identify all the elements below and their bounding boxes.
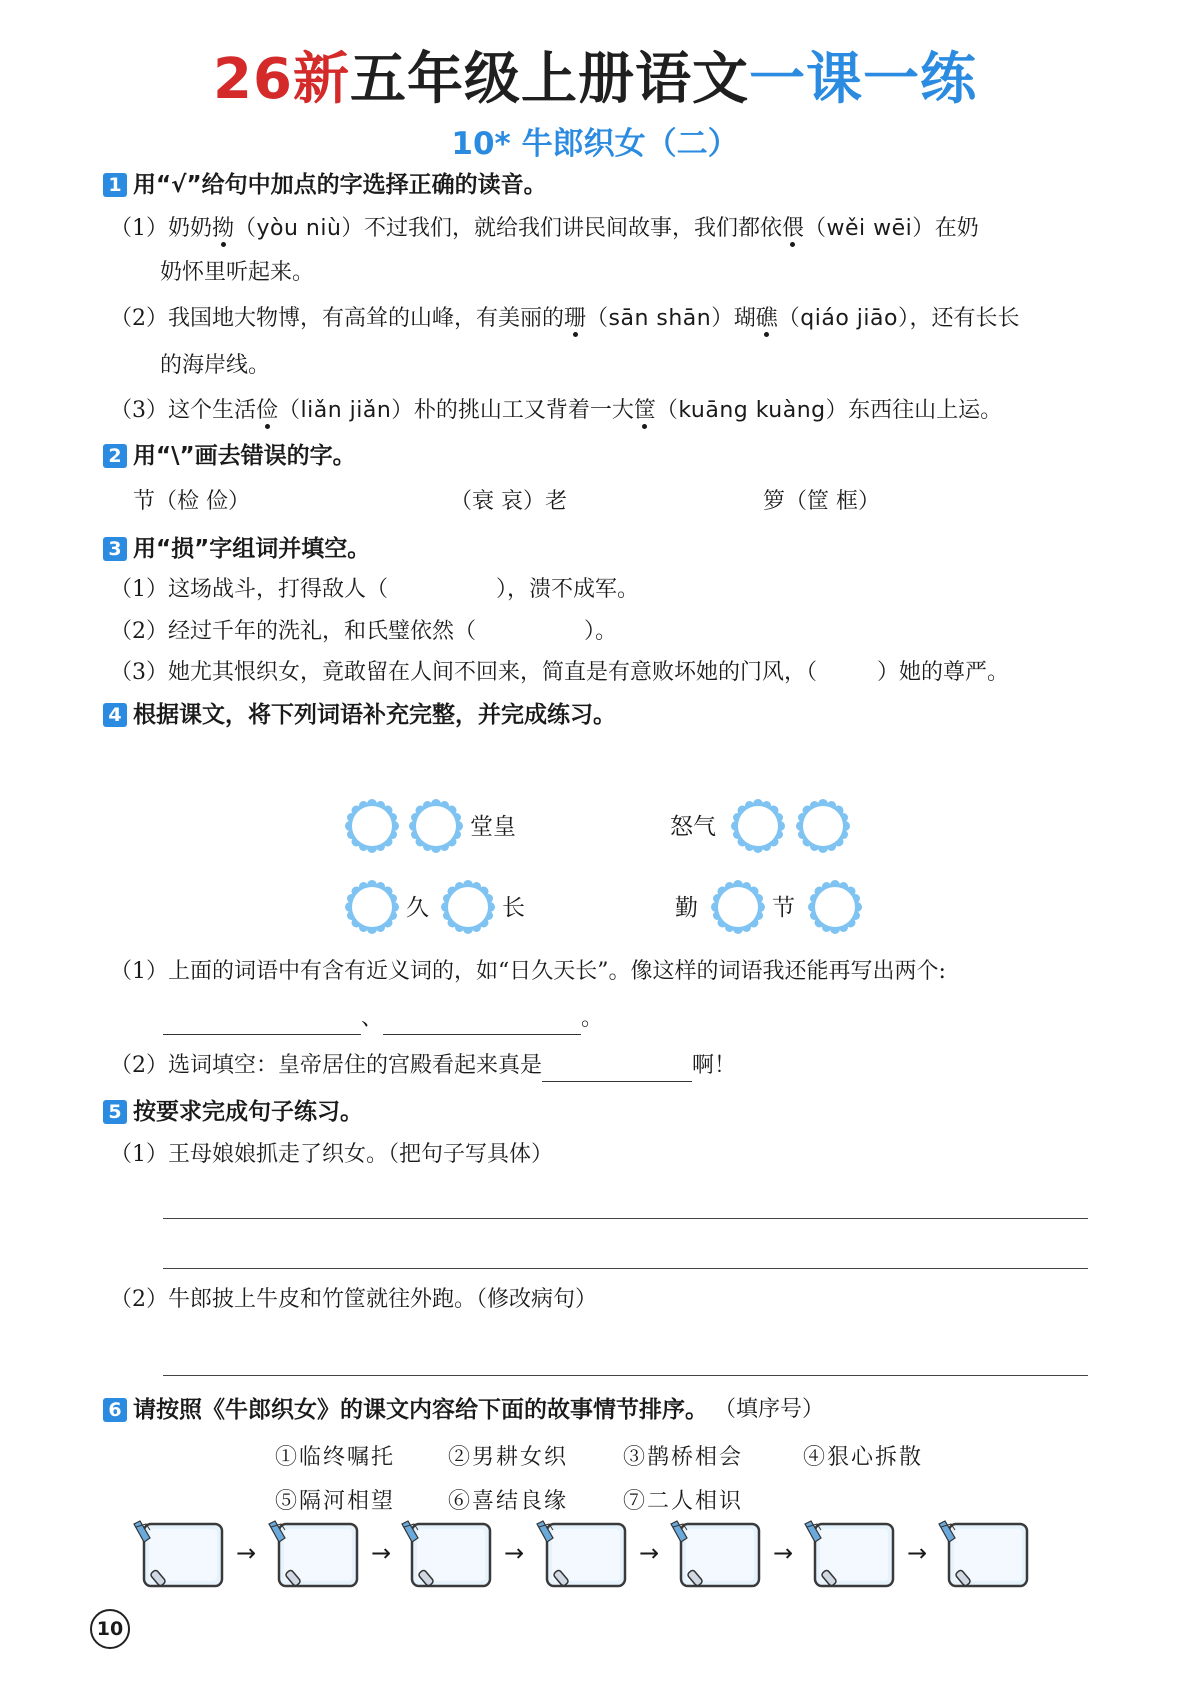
dotted-char: 珊: [564, 306, 587, 331]
idiom-part: 勤: [675, 895, 698, 921]
q1-sentence-1-cont: 奶怀里听起来。: [160, 260, 315, 285]
answer-line[interactable]: [163, 1218, 1088, 1219]
pinyin-choice[interactable]: （qiáo jiāo）: [777, 306, 910, 331]
q4-sub-1: （1）上面的词语中有含有近义词的，如“日久天长”。像这样的词语我还能再写出两个:: [110, 959, 946, 984]
plot-option: ⑦二人相识: [623, 1489, 744, 1514]
q5-title: 按要求完成句子练习。: [133, 1099, 363, 1125]
q6-title: 请按照《牛郎织女》的课文内容给下面的故事情节排序。: [133, 1397, 708, 1423]
q2-group-3[interactable]: 箩（筐 框）: [763, 489, 880, 514]
flower-blank-7[interactable]: [710, 879, 766, 935]
pinyin-choice[interactable]: （wěi wēi）: [803, 216, 935, 241]
flower-blank-3[interactable]: [730, 798, 786, 854]
answer-board-6[interactable]: [801, 1520, 896, 1590]
plot-option: ③鹊桥相会: [623, 1445, 744, 1470]
q4-sub-1-blanks: 、 。: [163, 1003, 603, 1035]
page-title: [0, 44, 1190, 116]
q5-sentence-1: （1）王母娘娘抓走了织女。（把句子写具体）: [110, 1142, 553, 1167]
answer-board-4[interactable]: [533, 1520, 628, 1590]
answer-board-1[interactable]: [130, 1520, 225, 1590]
answer-line[interactable]: [163, 1268, 1088, 1269]
q3-number: 3: [103, 537, 127, 561]
q2-heading: [103, 441, 356, 471]
q5-heading: [103, 1097, 363, 1127]
flower-blank-5[interactable]: [344, 879, 400, 935]
answer-line[interactable]: [163, 1375, 1088, 1376]
idiom-part: 堂皇: [470, 814, 516, 840]
q1-heading: [103, 170, 547, 200]
q5-sentence-2: （2）牛郎披上牛皮和竹筐就往外跑。（修改病句）: [110, 1287, 597, 1312]
dotted-char: 筐: [633, 398, 656, 423]
q2-title: 用“\”画去错误的字。: [133, 443, 356, 469]
q2-number: 2: [103, 444, 127, 468]
dotted-char: 礁: [755, 306, 778, 331]
q3-heading: [103, 534, 370, 564]
page-number: 10: [90, 1609, 130, 1649]
q1-title: 用“√”给句中加点的字选择正确的读音。: [133, 172, 547, 198]
q2-group-1[interactable]: 节（检 俭）: [133, 489, 250, 514]
answer-blank[interactable]: [542, 1057, 692, 1082]
title-red-part: 26新: [213, 47, 350, 112]
pinyin-choice[interactable]: （kuāng kuàng）: [655, 398, 849, 423]
flower-blank-1[interactable]: [344, 798, 400, 854]
plot-option: ⑤隔河相望: [275, 1489, 396, 1514]
arrow-icon: →: [236, 1539, 257, 1567]
q1-sentence-2: （2）我国地大物博，有高耸的山峰，有美丽的珊（sān shān）瑚礁（qiáo jiāo），还有长长: [110, 306, 1020, 331]
lesson-subtitle: 10* 牛郎织女（二）: [451, 126, 739, 162]
arrow-icon: →: [639, 1539, 660, 1567]
flower-blank-4[interactable]: [795, 798, 851, 854]
q4-title: 根据课文，将下列词语补充完整，并完成练习。: [133, 702, 616, 728]
q5-number: 5: [103, 1100, 127, 1124]
q4-heading: [103, 700, 616, 730]
pinyin-choice[interactable]: （liǎn jiǎn）: [278, 398, 414, 423]
answer-board-5[interactable]: [667, 1520, 762, 1590]
arrow-icon: →: [504, 1539, 525, 1567]
q6-number: 6: [103, 1398, 127, 1422]
q1-sentence-1: （1）奶奶拗（yòu niù）不过我们，就给我们讲民间故事，我们都依偎（wěi wēi）在奶: [110, 216, 979, 241]
idiom-part: 节: [772, 895, 795, 921]
q1-sentence-3: （3）这个生活俭（liǎn jiǎn）朴的挑山工又背着一大筐（kuāng kuàng）东西往山上运。: [110, 398, 1003, 423]
q2-group-2[interactable]: （衰 哀）老: [450, 489, 567, 514]
plot-option: ①临终嘱托: [275, 1445, 396, 1470]
arrow-icon: →: [907, 1539, 928, 1567]
q6-heading: [103, 1395, 824, 1425]
plot-option: ②男耕女织: [448, 1445, 569, 1470]
flower-blank-2[interactable]: [408, 798, 464, 854]
answer-blank[interactable]: [383, 1010, 581, 1035]
flower-blank-6[interactable]: [440, 879, 496, 935]
flower-blank-8[interactable]: [807, 879, 863, 935]
q1-sentence-2-cont: 的海岸线。: [160, 353, 271, 378]
answer-board-2[interactable]: [265, 1520, 360, 1590]
q3-sentence-1: （1）这场战斗，打得敌人（ ），溃不成军。: [110, 577, 640, 602]
dotted-char: 偎: [781, 216, 804, 241]
dotted-char: 俭: [256, 398, 279, 423]
answer-board-3[interactable]: [398, 1520, 493, 1590]
plot-option: ④狠心拆散: [803, 1445, 924, 1470]
pinyin-choice[interactable]: （yòu niù）: [234, 216, 364, 241]
q4-sub-2: （2）选词填空：皇帝居住的宫殿看起来真是 啊！: [110, 1050, 736, 1082]
idiom-part: 久: [406, 895, 429, 921]
q3-sentence-2: （2）经过千年的洗礼，和氏璧依然（ ）。: [110, 619, 618, 644]
title-blue-part: 一课一练: [748, 47, 977, 112]
dotted-char: 拗: [212, 216, 235, 241]
idiom-part: 怒气: [670, 814, 716, 840]
q4-number: 4: [103, 703, 127, 727]
q3-sentence-3: （3）她尤其恨织女，竟敢留在人间不回来，简直是有意败坏她的门风，（ ）她的尊严。: [110, 660, 1010, 685]
arrow-icon: →: [773, 1539, 794, 1567]
idiom-part: 长: [502, 895, 525, 921]
plot-option: ⑥喜结良缘: [448, 1489, 569, 1514]
arrow-icon: →: [371, 1539, 392, 1567]
q6-hint: （填序号）: [714, 1397, 825, 1422]
q3-title: 用“损”字组词并填空。: [133, 536, 371, 562]
pinyin-choice[interactable]: （sān shān）: [586, 306, 734, 331]
answer-blank[interactable]: [163, 1010, 361, 1035]
answer-board-7[interactable]: [935, 1520, 1030, 1590]
title-black-part: 五年级上册语文: [349, 47, 749, 112]
q1-number: 1: [103, 173, 127, 197]
